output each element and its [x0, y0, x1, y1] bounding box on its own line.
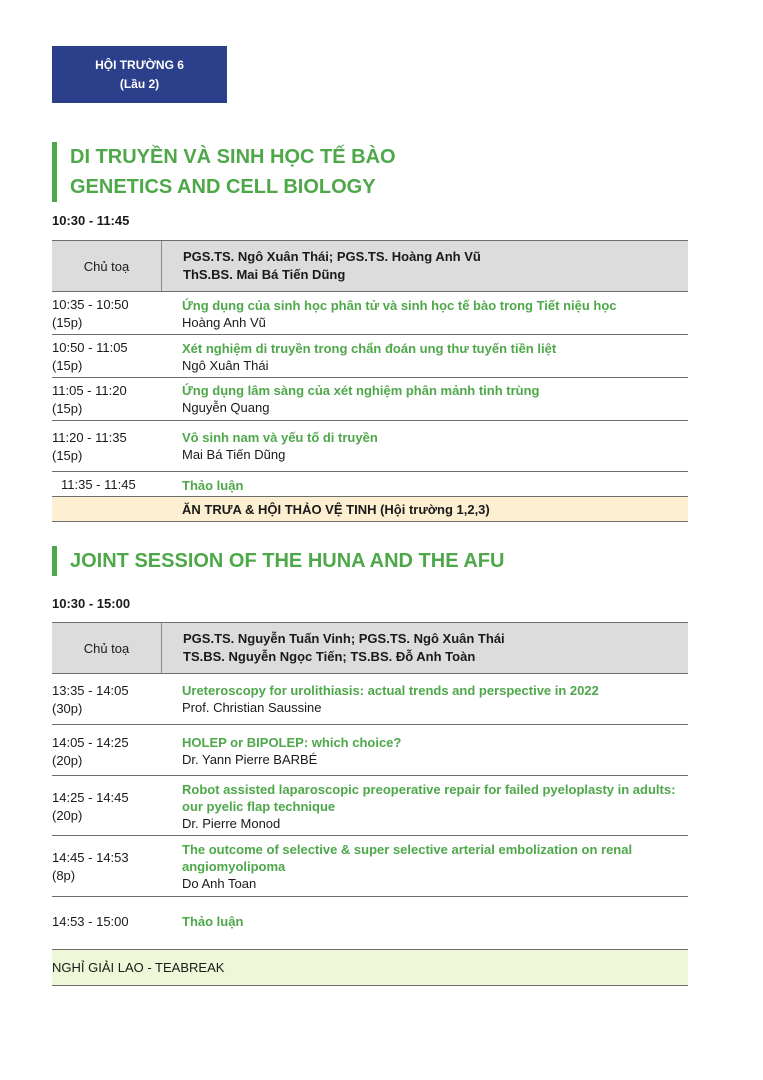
- session-time-range: 10:30 - 11:45: [52, 213, 130, 228]
- chair-names: [162, 623, 505, 673]
- talk-duration: (30p): [52, 701, 83, 716]
- talk-speaker: Nguyễn Quang: [182, 400, 270, 415]
- talk-speaker: Do Anh Toan: [182, 876, 257, 891]
- talk-speaker: Hoàng Anh Vũ: [182, 315, 266, 330]
- talk-content: [182, 682, 688, 716]
- discussion-label: Thảo luận: [182, 478, 244, 493]
- chair-names-line: PGS.TS. Ngô Xuân Thái; PGS.TS. Hoàng Anh Vũ: [183, 249, 481, 264]
- talk-title: Robot assisted laparoscopic preoperative repair for failed pyeloplasty in adults: our pyelic flap technique: [182, 782, 676, 814]
- talk-time-range: 13:35 - 14:05: [52, 683, 129, 698]
- section-title-vi: DI TRUYỀN VÀ SINH HỌC TẾ BÀO: [70, 146, 396, 168]
- talk-time-range: 11:05 - 11:20: [52, 383, 127, 398]
- lunch-break-label: ĂN TRƯA & HỘI THẢO VỆ TINH (Hội trường 1,2,3): [182, 501, 490, 517]
- talk-time: [52, 789, 129, 825]
- lunch-break-band: [52, 497, 688, 522]
- talk-title: Vô sinh nam và yếu tố di truyền: [182, 430, 378, 445]
- talk-content: [182, 781, 688, 832]
- section-title-genetics: [52, 142, 396, 202]
- chair-names-line: TS.BS. Nguyễn Ngọc Tiến; TS.BS. Đỗ Anh Toàn: [183, 649, 476, 664]
- talk-time: [52, 382, 127, 418]
- talk-title: The outcome of selective & super selective arterial embolization on renal angiomyolipoma: [182, 842, 633, 874]
- talk-speaker: Mai Bá Tiến Dũng: [182, 447, 286, 462]
- section-title-joint-session: [52, 546, 504, 576]
- talk-content: [182, 734, 688, 768]
- chair-names: [162, 241, 481, 291]
- discussion-row: [52, 472, 688, 497]
- chair-label: Chủ toạ: [52, 241, 162, 291]
- talk-duration: (15p): [52, 315, 83, 330]
- talk-speaker: Dr. Pierre Monod: [182, 816, 281, 831]
- chair-row: [52, 240, 688, 292]
- talk-time: [52, 339, 128, 375]
- section-title-en: GENETICS AND CELL BIOLOGY: [70, 176, 376, 198]
- chair-names-line: ThS.BS. Mai Bá Tiến Dũng: [183, 267, 346, 282]
- talk-row: [52, 335, 688, 378]
- talk-title: Xét nghiệm di truyền trong chẩn đoán ung thư tuyến tiền liệt: [182, 341, 557, 356]
- talk-time: [52, 682, 129, 718]
- talk-content: [182, 382, 688, 416]
- talk-row: [52, 291, 688, 335]
- talk-time-range: 11:20 - 11:35: [52, 430, 127, 445]
- talk-content: [182, 841, 688, 892]
- talk-speaker: Prof. Christian Saussine: [182, 700, 322, 715]
- hall-name: HỘI TRƯỜNG 6: [95, 57, 184, 72]
- talk-row: [52, 776, 688, 836]
- talk-row: [52, 673, 688, 725]
- chair-label: Chủ toạ: [52, 623, 162, 673]
- talk-time-range: 14:45 - 14:53: [52, 850, 129, 865]
- section-title-text: JOINT SESSION OF THE HUNA AND THE AFU: [70, 550, 505, 572]
- talk-row: [52, 421, 688, 472]
- tea-break-label: NGHỈ GIẢI LAO - TEABREAK: [52, 960, 225, 975]
- talk-time-range: 14:25 - 14:45: [52, 790, 129, 805]
- discussion-label: Thảo luận: [182, 914, 244, 929]
- talk-time: [52, 296, 129, 332]
- talk-content: [182, 340, 688, 374]
- talk-duration: (20p): [52, 808, 83, 823]
- chair-row: [52, 622, 688, 674]
- discussion-time: 14:53 - 15:00: [52, 914, 129, 929]
- discussion-time: 11:35 - 11:45: [61, 477, 136, 492]
- talk-time-range: 10:50 - 11:05: [52, 340, 128, 355]
- discussion-content: [182, 477, 688, 494]
- talk-row: [52, 836, 688, 897]
- talk-time: [52, 734, 129, 770]
- tea-break-band: [52, 949, 688, 986]
- talk-title: Ứng dụng của sinh học phân tử và sinh học tế bào trong Tiết niệu học: [182, 298, 617, 313]
- talk-time: [52, 849, 129, 885]
- talk-title: Ureteroscopy for urolithiasis: actual trends and perspective in 2022: [182, 683, 599, 698]
- session-time-range: 10:30 - 15:00: [52, 596, 131, 611]
- talk-duration: (8p): [52, 868, 76, 883]
- talk-content: [182, 429, 688, 463]
- talk-duration: (20p): [52, 753, 83, 768]
- talk-speaker: Dr. Yann Pierre BARBÉ: [182, 752, 318, 767]
- hall-floor: (Lầu 2): [119, 76, 160, 91]
- hall-label-box: [52, 46, 227, 103]
- talk-title: HOLEP or BIPOLEP: which choice?: [182, 735, 402, 750]
- talk-duration: (15p): [52, 448, 83, 463]
- talk-content: [182, 297, 688, 331]
- talk-duration: (15p): [52, 401, 83, 416]
- talk-row: [52, 725, 688, 776]
- talk-duration: (15p): [52, 358, 83, 373]
- talk-time-range: 10:35 - 10:50: [52, 297, 129, 312]
- talk-time-range: 14:05 - 14:25: [52, 735, 129, 750]
- chair-names-line: PGS.TS. Nguyễn Tuấn Vinh; PGS.TS. Ngô Xuân Thái: [183, 631, 505, 646]
- talk-speaker: Ngô Xuân Thái: [182, 358, 269, 373]
- talk-title: Ứng dụng lâm sàng của xét nghiệm phân mảnh tinh trùng: [182, 383, 540, 398]
- talk-time: [52, 429, 127, 465]
- talk-row: [52, 378, 688, 421]
